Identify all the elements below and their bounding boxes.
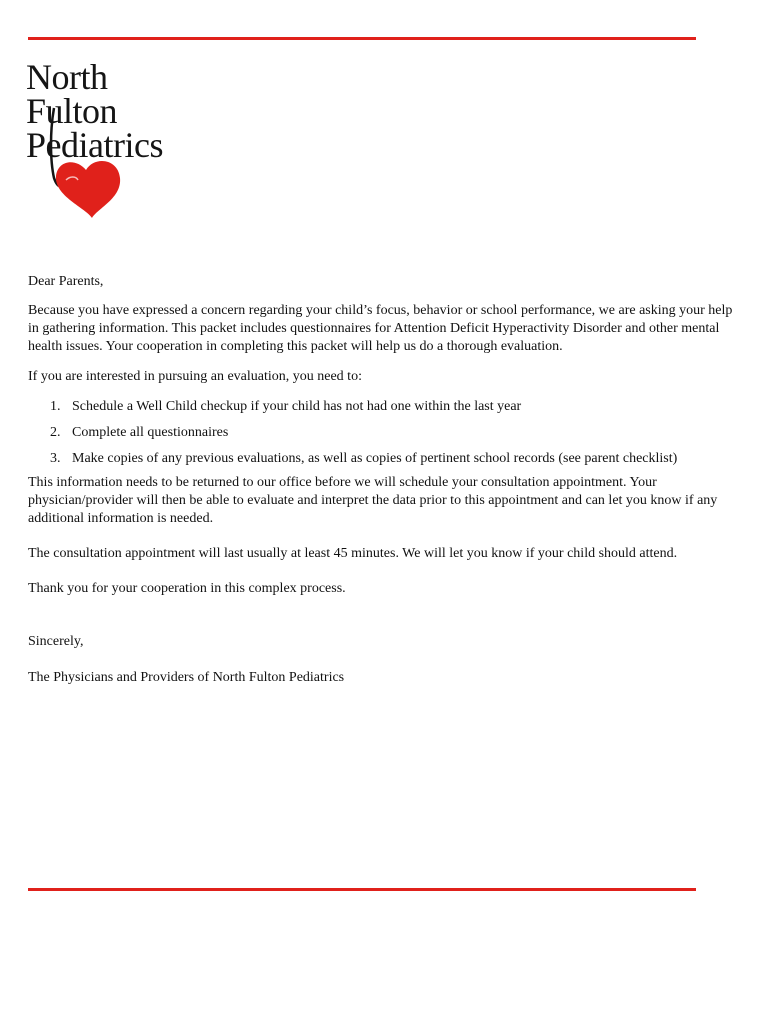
paragraph-concern: Because you have expressed a concern regarding your child’s focus, behavior or school performance, we are asking your help in gathering information. This packet includes questionnaires for Attention Deficit Hyperactivity Disorder and other mental health issues. Your cooperation in completing this packet will help us do a thorough evaluation. — [28, 303, 733, 354]
logo-line-fulton: Fulton — [26, 91, 118, 131]
stethoscope-heart-icon — [26, 57, 206, 230]
step-number: 3. — [50, 451, 61, 466]
step-text: Schedule a Well Child checkup if your child has not had one within the last year — [72, 399, 522, 414]
thanks-line: Thank you for your cooperation in this complex process. — [28, 581, 346, 596]
salutation: Dear Parents, — [28, 274, 104, 289]
bottom-red-rule — [28, 888, 696, 891]
steps-list — [28, 398, 738, 468]
logo-line-north: North — [26, 57, 108, 97]
letter-body — [28, 273, 738, 687]
paragraph-appointment-length: The consultation appointment will last usually at least 45 minutes. We will let you know if your child should attend. — [28, 546, 678, 561]
step-number: 2. — [50, 425, 61, 440]
step-item — [28, 424, 738, 442]
step-item — [28, 450, 738, 468]
step-text: Complete all questionnaires — [72, 425, 229, 440]
step-number: 1. — [50, 399, 61, 414]
top-red-rule — [28, 37, 696, 40]
closing: Sincerely, — [28, 634, 84, 649]
logo-line-pediatrics: Pediatrics — [26, 125, 163, 165]
step-text: Make copies of any previous evaluations, as well as copies of pertinent school records (see parent checklist) — [72, 451, 678, 466]
steps-intro: If you are interested in pursuing an evaluation, you need to: — [28, 369, 362, 384]
paragraph-return-info: This information needs to be returned to our office before we will schedule your consultation appointment. Your physician/provider will then be able to evaluate and interpret the data prior to this appointment and can let you know if any additional information is needed. — [28, 475, 718, 526]
step-item — [28, 398, 738, 416]
signature: The Physicians and Providers of North Fulton Pediatrics — [28, 670, 345, 685]
north-fulton-pediatrics-logo — [26, 57, 206, 230]
